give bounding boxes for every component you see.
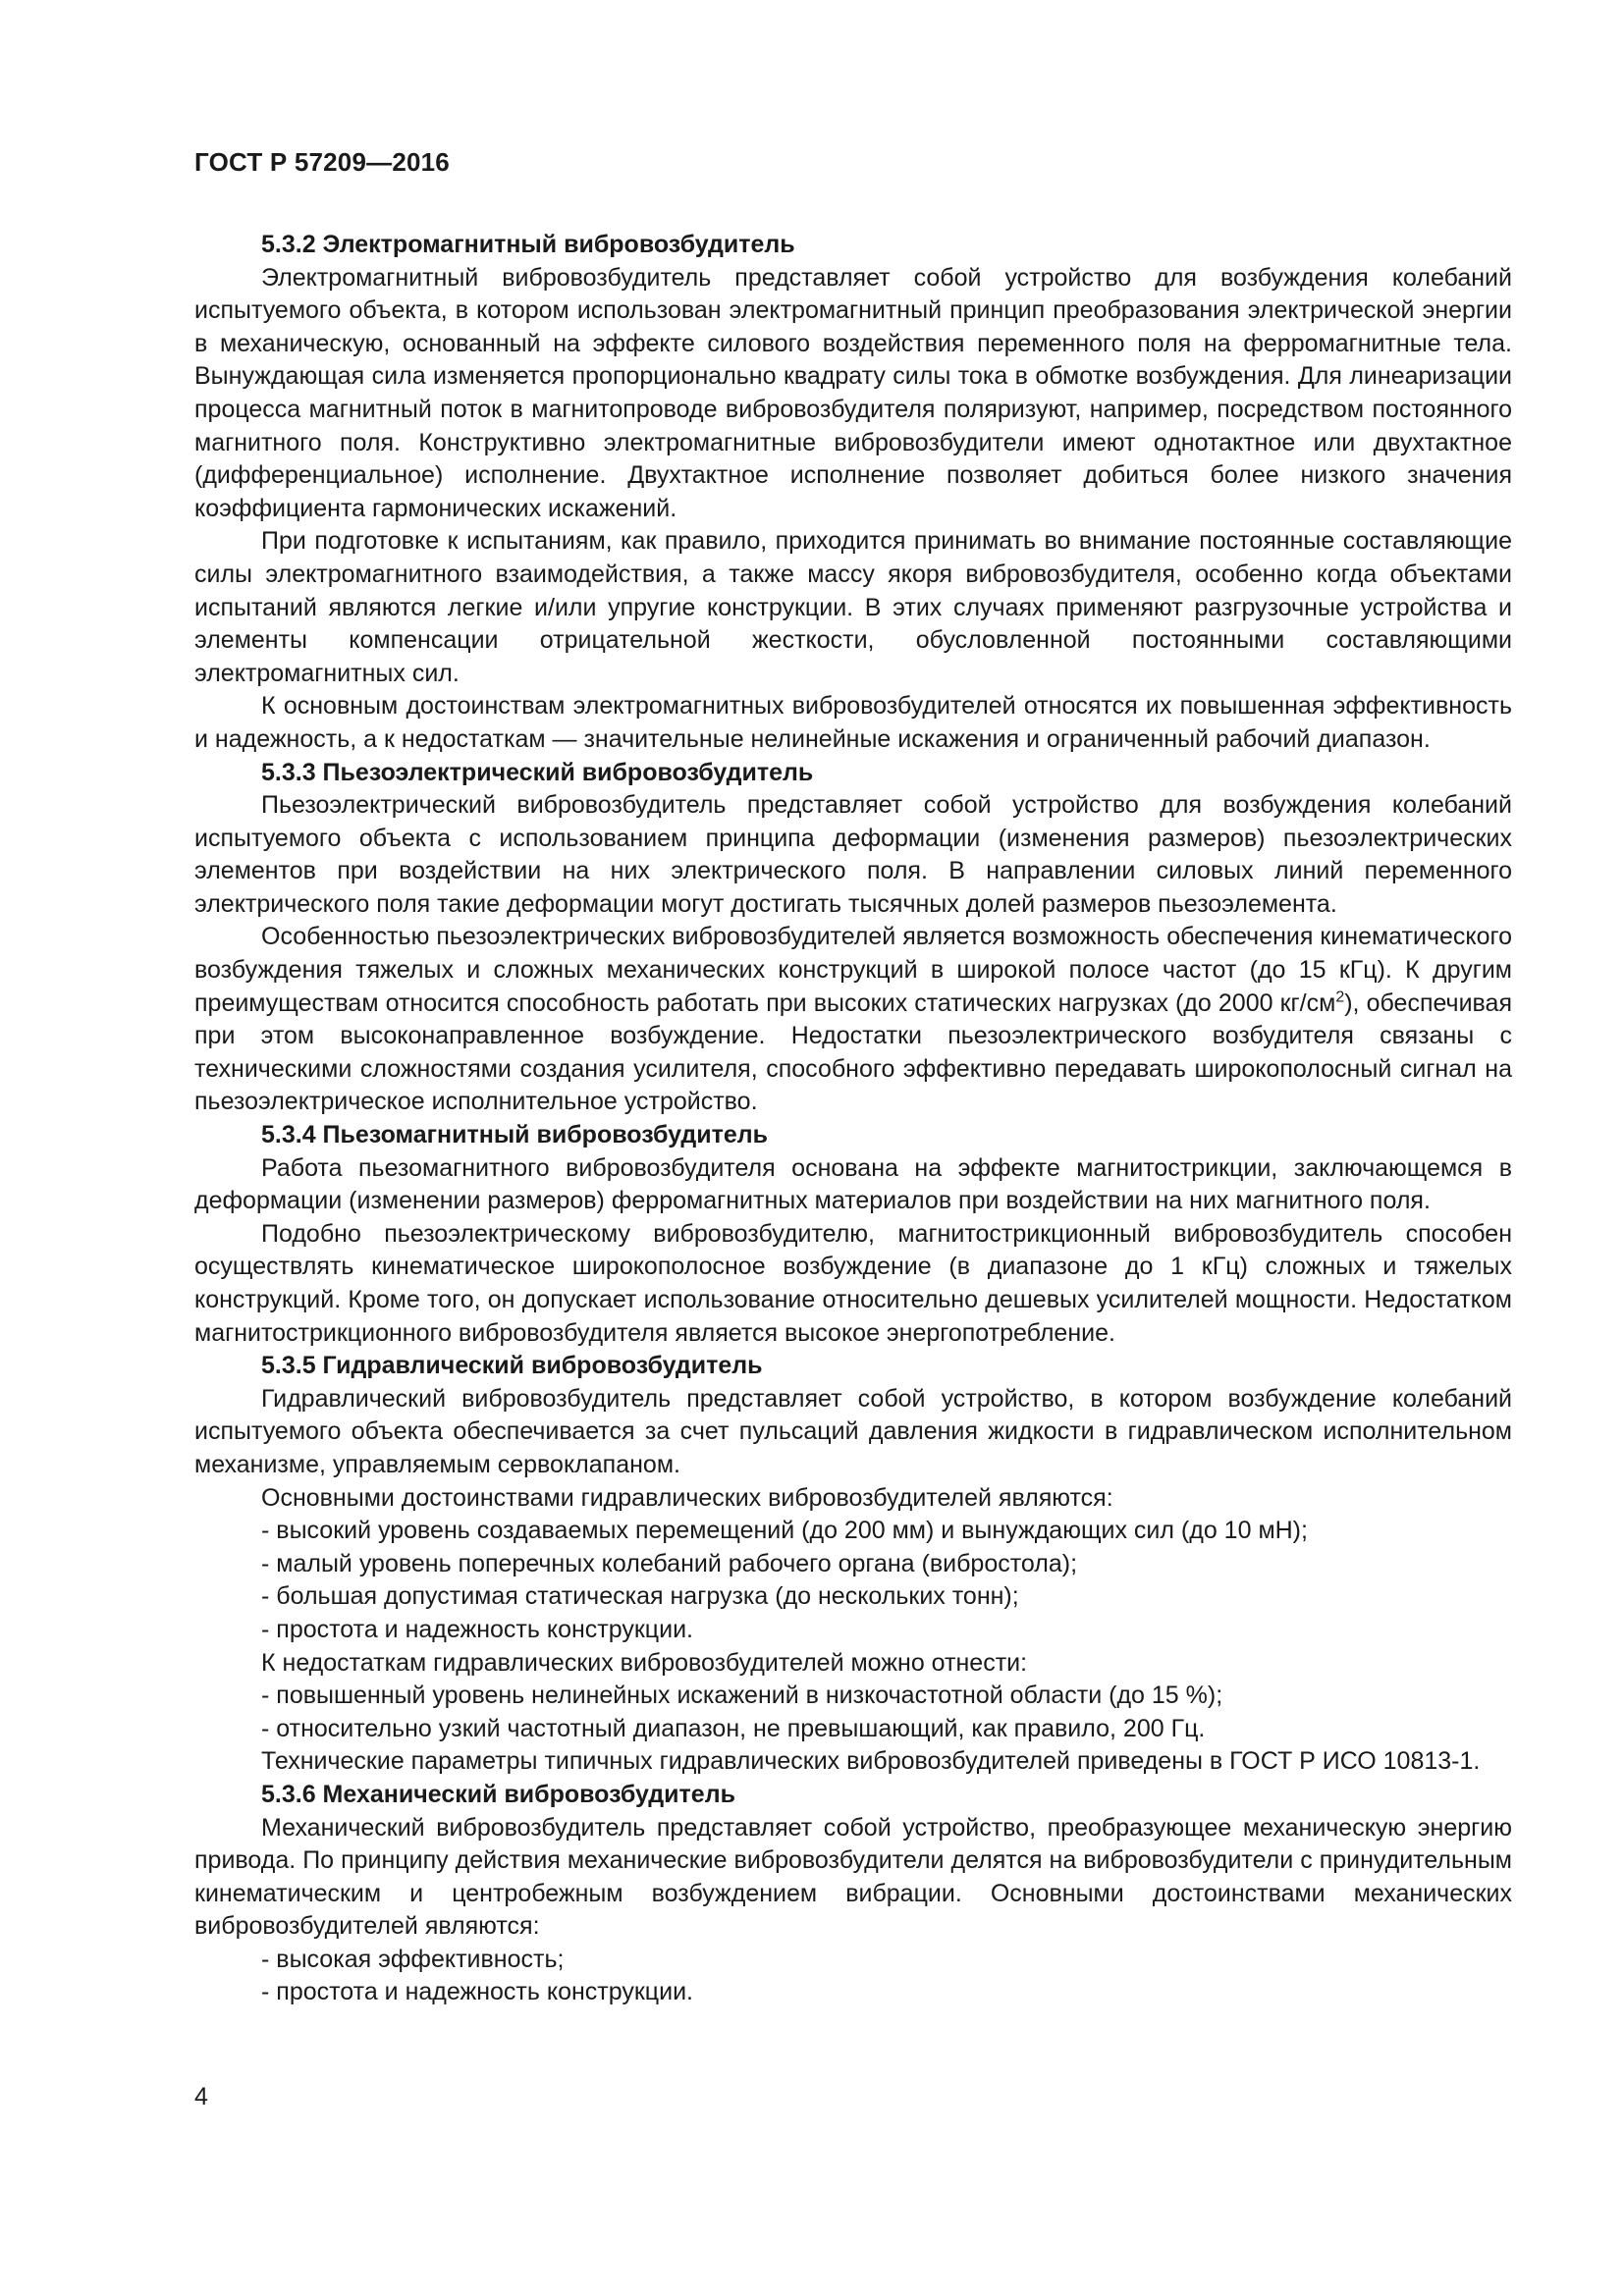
- section-heading-5-3-2: 5.3.2 Электромагнитный вибровозбудитель: [261, 231, 795, 258]
- document-code-header: ГОСТ Р 57209—2016: [194, 147, 450, 177]
- list-item: - относительно узкий частотный диапазон, не превышающий, как правило, 200 Гц.: [194, 1713, 1512, 1746]
- paragraph: [194, 921, 1512, 1119]
- page-number: 4: [194, 2083, 208, 2110]
- superscript: 2: [1335, 988, 1345, 1006]
- disadvantages-list: [194, 1680, 1512, 1745]
- list-item: - малый уровень поперечных колебаний рабочего органа (вибростола);: [194, 1548, 1512, 1581]
- paragraph: Пьезоэлектрический вибровозбудитель представляет собой устройство для возбуждения колебаний испытуемого объекта с использованием принципа деформации (изменения размеров) пьезоэлектрических элементов при воздействии на них электрического поля. В направлении силовых линий переменного электрического поля такие деформации могут достигать тысячных долей размеров пьезоэлемента.: [194, 791, 1512, 918]
- paragraph: Работа пьезомагнитного вибровозбудителя основана на эффекте магнитострикции, заключающемся в деформации (изменении размеров) ферромагнитных материалов при воздействии на них магнитного поля.: [194, 1153, 1512, 1215]
- paragraph: Механический вибровозбудитель представляет собой устройство, преобразующее механическую энергию привода. По принципу действия механические вибровозбудители делятся на вибровозбудители с принудительным кинематическим и центробежным возбуждением вибрации. Основными достоинствами механических вибровозбудителей являются:: [194, 1813, 1512, 1941]
- paragraph: К недостаткам гидравлических вибровозбудителей можно отнести:: [261, 1648, 1028, 1677]
- section-heading-5-3-4: 5.3.4 Пьезомагнитный вибровозбудитель: [261, 1121, 769, 1149]
- paragraph-text: ), обеспечивая при этом высоконаправленное возбуждение. Недостатки пьезоэлектрического возбудителя связаны с техническими сложностями создания усилителя, способного эффективно передавать широкополосный сигнал на пьезоэлектрическое исполнительное устройство.: [194, 988, 1512, 1116]
- paragraph: Основными достоинствами гидравлических вибровозбудителей являются:: [261, 1483, 1113, 1512]
- section-heading-5-3-6: 5.3.6 Механический вибровозбудитель: [261, 1780, 735, 1808]
- list-item: - простота и надежность конструкции.: [194, 1614, 1512, 1647]
- paragraph: К основным достоинствам электромагнитных вибровозбудителей относятся их повышенная эффективность и надежность, а к недостаткам — значительные нелинейные искажения и ограниченный рабочий диапазон.: [194, 692, 1512, 753]
- paragraph-text: Особенностью пьезоэлектрических вибровозбудителей является возможность обеспечения кинематического возбуждения тяжелых и сложных механических конструкций в широкой полосе частот (до 15 кГц). К другим преимуществам относится способность работать при высоких статических нагрузках (до 2000 кг/см: [194, 923, 1512, 1017]
- list-item: - повышенный уровень нелинейных искажений в низкочастотной области (до 15 %);: [194, 1680, 1512, 1713]
- paragraph: Технические параметры типичных гидравлических вибровозбудителей приведены в ГОСТ Р ИСО 10813-1.: [261, 1747, 1481, 1776]
- list-item: - высокий уровень создаваемых перемещений (до 200 мм) и вынуждающих сил (до 10 мН);: [194, 1515, 1512, 1548]
- document-body: [194, 229, 1512, 2009]
- paragraph: Гидравлический вибровозбудитель представляет собой устройство, в котором возбуждение колебаний испытуемого объекта обеспечивается за счет пульсаций давления жидкости в гидравлическом исполнительном механизме, управляемым сервоклапаном.: [194, 1384, 1512, 1478]
- paragraph: Электромагнитный вибровозбудитель представляет собой устройство для возбуждения колебаний испытуемого объекта, в котором использован электромагнитный принцип преобразования электрической энергии в механическую, основанный на эффекте силового воздействия переменного поля на ферромагнитные тела. Вынуждающая сила изменяется пропорционально квадрату силы тока в обмотке возбуждения. Для линеаризации процесса магнитный поток в магнитопроводе вибровозбудителя поляризуют, например, посредством постоянного магнитного поля. Конструктивно электромагнитные вибровозбудители имеют однотактное или двухтактное (дифференциальное) исполнение. Двухтактное исполнение позволяет добиться более низкого значения коэффициента гармонических искажений.: [194, 263, 1512, 522]
- list-item: - большая допустимая статическая нагрузка (до нескольких тонн);: [194, 1580, 1512, 1614]
- paragraph: При подготовке к испытаниям, как правило, приходится принимать во внимание постоянные составляющие силы электромагнитного взаимодействия, а также массу якоря вибровозбудителя, особенно когда объектами испытаний являются легкие и/или упругие конструкции. В этих случаях применяют разгрузочные устройства и элементы компенсации отрицательной жесткости, обусловленной постоянными составляющими электромагнитных сил.: [194, 527, 1512, 687]
- section-heading-5-3-5: 5.3.5 Гидравлический вибровозбудитель: [261, 1352, 763, 1380]
- paragraph: Подобно пьезоэлектрическому вибровозбудителю, магнитострикционный вибровозбудитель способен осуществлять кинематическое широкополосное возбуждение (в диапазоне до 1 кГц) сложных и тяжелых конструкций. Кроме того, он допускает использование относительно дешевых усилителей мощности. Недостатком магнитострикционного вибровозбудителя является высокое энергопотребление.: [194, 1219, 1512, 1347]
- list-item: - высокая эффективность;: [194, 1944, 1512, 1977]
- section-heading-5-3-3: 5.3.3 Пьезоэлектрический вибровозбудитель: [261, 758, 814, 786]
- list-item: - простота и надежность конструкции.: [194, 1976, 1512, 2009]
- advantages-list: [194, 1515, 1512, 1646]
- advantages-list: [194, 1944, 1512, 2009]
